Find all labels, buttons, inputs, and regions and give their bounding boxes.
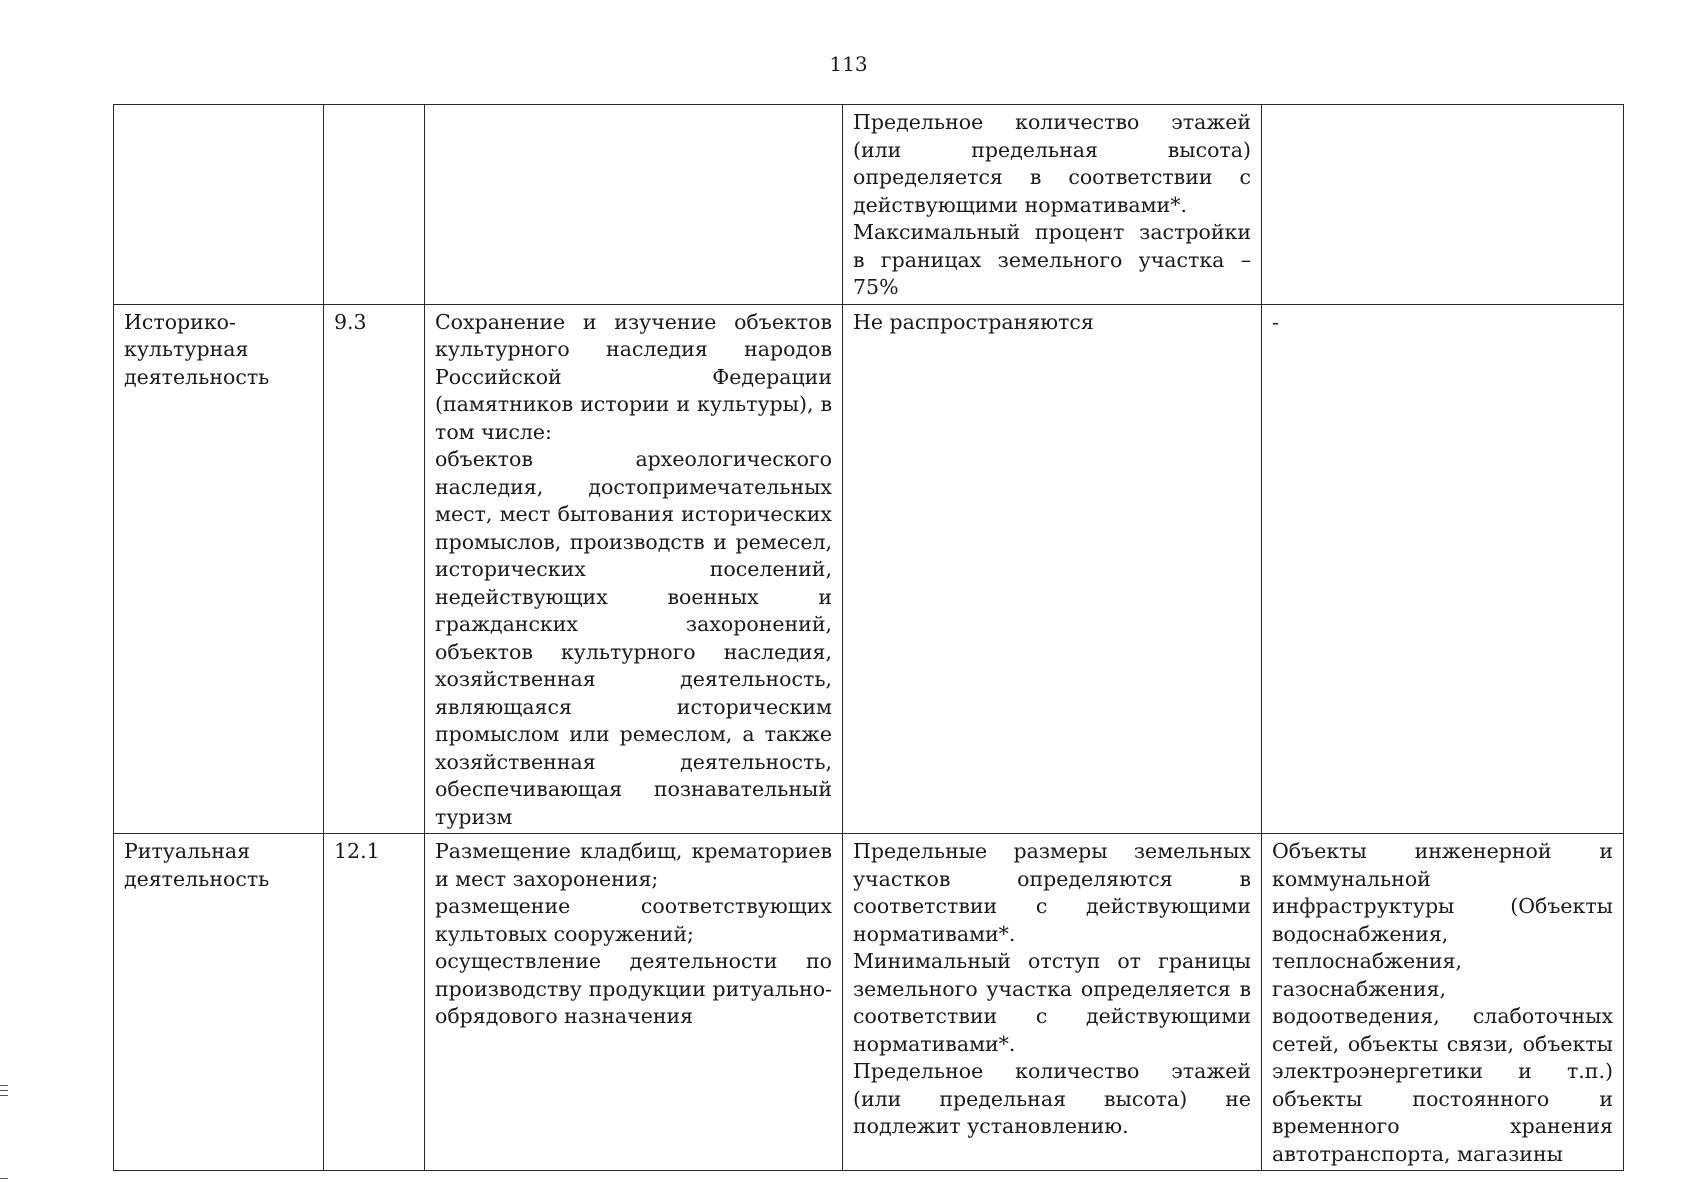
parameters-cell	[843, 304, 1262, 834]
cell-paragraph: Минимальный отступ от границы земельного участка определяется в соответствии с действующими нормативами*.	[853, 949, 1251, 1056]
activity-description-cell	[425, 304, 843, 834]
table-row	[114, 105, 1624, 305]
activity-code-cell	[324, 304, 425, 834]
activity-name-cell	[114, 834, 324, 1171]
zoning-table-body	[114, 105, 1624, 1171]
scan-edge-mark	[0, 1090, 8, 1091]
activity-name-cell	[114, 105, 324, 305]
cell-paragraph: Предельное количество этажей (или предельная высота) не подлежит установлению.	[853, 1059, 1251, 1138]
cell-paragraph: размещение соответствующих культовых сооружений;	[435, 894, 832, 946]
auxiliary-uses-cell	[1262, 304, 1624, 834]
table-row	[114, 304, 1624, 834]
scan-edge-mark	[0, 1085, 8, 1086]
activity-code-cell	[324, 834, 425, 1171]
parameters-cell	[843, 834, 1262, 1171]
cell-paragraph: 12.1	[334, 839, 380, 863]
activity-name-cell	[114, 304, 324, 834]
scan-edge-mark	[0, 1095, 8, 1096]
cell-paragraph: 9.3	[334, 309, 367, 334]
activity-code-cell	[324, 105, 425, 305]
cell-paragraph: Объекты инженерной и коммунальной инфраструктуры (Объекты водоснабжения, теплоснабжения, газоснабжения, водоотведения, слаботочных сетей, объекты связи, объекты электроэнергетики и т.п.) объекты постоянного и временного хранения автотранспорта, магазины	[1272, 839, 1613, 1166]
cell-paragraph: Не распространяются	[853, 309, 1094, 334]
activity-description-cell	[425, 834, 843, 1171]
cell-paragraph: Ритуальная деятельность	[124, 839, 270, 891]
cell-paragraph: Предельные размеры земельных участков определяются в соответствии с действующими нормативами*.	[853, 839, 1251, 946]
activity-description-cell	[425, 105, 843, 305]
page-number: 113	[829, 52, 868, 76]
table-row	[114, 834, 1624, 1171]
cell-paragraph: Сохранение и изучение объектов культурного наследия народов Российской Федерации (памятников истории и культуры), в том числе:	[435, 309, 832, 444]
cell-paragraph: Размещение кладбищ, крематориев и мест захоронения;	[435, 839, 832, 891]
cell-paragraph: осуществление деятельности по производству продукции ритуально-обрядового назначения	[435, 949, 832, 1028]
cell-paragraph: Максимальный процент застройки в границах земельного участка – 75%	[853, 220, 1251, 299]
parameters-cell	[843, 105, 1262, 305]
cell-paragraph: Историко-культурная деятельность	[124, 309, 270, 389]
cell-paragraph: -	[1272, 309, 1279, 334]
auxiliary-uses-cell	[1262, 105, 1624, 305]
auxiliary-uses-cell	[1262, 834, 1624, 1171]
cell-paragraph: Предельное количество этажей (или предельная высота) определяется в соответствии с действующими нормативами*.	[853, 110, 1251, 217]
scan-edge-mark	[0, 1178, 8, 1179]
zoning-table	[113, 104, 1624, 1171]
cell-paragraph: объектов археологического наследия, достопримечательных мест, мест бытования исторических промыслов, производств и ремесел, исторических поселений, недействующих военных и гражданских захоронений, объектов культурного наследия, хозяйственная деятельность, являющаяся историческим промыслом или ремеслом, а также хозяйственная деятельность, обеспечивающая познавательный туризм	[435, 447, 832, 829]
